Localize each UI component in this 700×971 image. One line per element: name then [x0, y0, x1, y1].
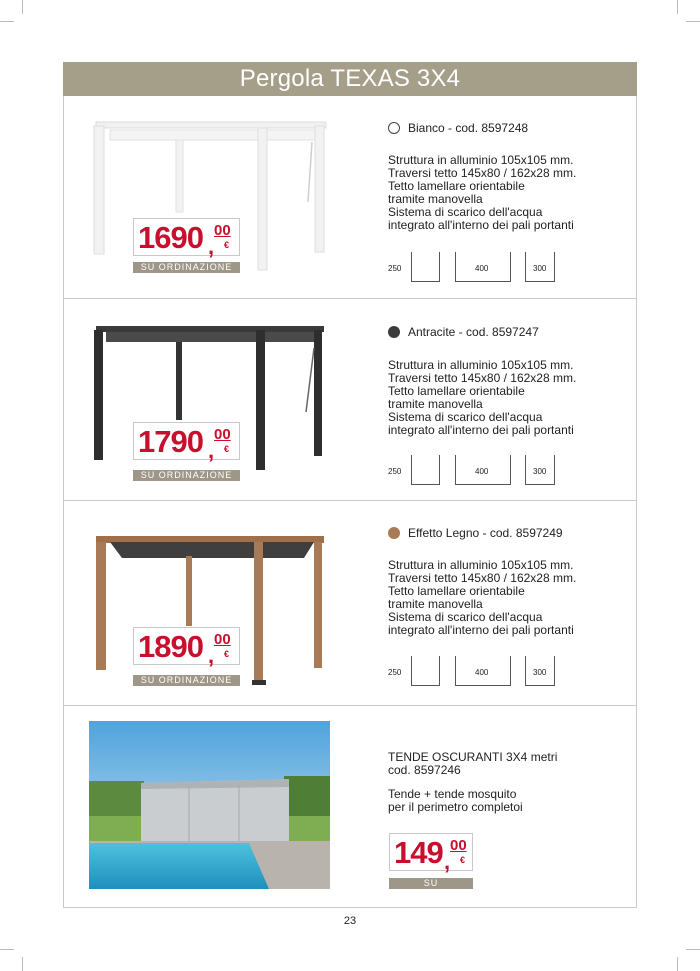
order-badge: SU ORDINAZIONE [389, 878, 473, 889]
product-description: Struttura in alluminio 105x105 mm. Traversi tetto 145x80 / 162x28 mm. Tetto lamellare orientabile tramite manovella Sistema di scarico dell'acqua integrato all'interno dei pali portanti [388, 153, 577, 232]
price-integer: 149 [394, 835, 443, 870]
price-tag [133, 627, 240, 668]
dimension-length: 400 [475, 467, 489, 476]
dimension-width: 300 [533, 668, 547, 677]
dimension-length: 400 [475, 264, 489, 273]
accessory-title: TENDE OSCURANTI 3X4 metri [388, 750, 558, 764]
price-decimals: 00 [214, 631, 231, 648]
price-comma: , [208, 643, 215, 668]
color-code-label: Antracite - cod. 8597247 [408, 325, 539, 339]
crop-mark [22, 957, 23, 971]
pool-pergola-photo [89, 721, 330, 889]
color-code-label: Effetto Legno - cod. 8597249 [408, 526, 563, 540]
section-divider [63, 705, 637, 706]
price-tag [133, 422, 240, 463]
accessory-description: Tende + tende mosquito per il perimetro completoi [388, 787, 523, 814]
product-description: Struttura in alluminio 105x105 mm. Traversi tetto 145x80 / 162x28 mm. Tetto lamellare orientabile tramite manovella Sistema di scarico dell'acqua integrato all'interno dei pali portanti [388, 358, 577, 437]
price-currency: € [224, 649, 230, 659]
price-decimals: 00 [214, 222, 231, 239]
price-integer: 1790 [138, 424, 203, 459]
page-header [63, 62, 637, 96]
price-decimals: 00 [450, 837, 467, 854]
dimension-height: 250 [388, 264, 402, 273]
crop-mark [0, 949, 14, 950]
price-currency: € [224, 240, 230, 250]
price-tag [389, 833, 473, 874]
dimension-width: 300 [533, 264, 547, 273]
page-title: Pergola TEXAS 3X4 [239, 65, 461, 92]
dimension-box [411, 252, 440, 282]
order-badge: SU ORDINAZIONE [133, 675, 240, 686]
price-currency: € [224, 444, 230, 454]
dimension-length: 400 [475, 668, 489, 677]
section-divider [63, 298, 637, 299]
product-description: Struttura in alluminio 105x105 mm. Traversi tetto 145x80 / 162x28 mm. Tetto lamellare orientabile tramite manovella Sistema di scarico dell'acqua integrato all'interno dei pali portanti [388, 558, 577, 637]
crop-mark [0, 21, 14, 22]
price-integer: 1890 [138, 629, 203, 664]
crop-mark [686, 949, 700, 950]
color-code-label: Bianco - cod. 8597248 [408, 121, 529, 135]
price-comma: , [208, 234, 215, 259]
color-swatch [388, 122, 400, 134]
section-divider [63, 500, 637, 501]
color-swatch [388, 527, 400, 539]
color-swatch [388, 326, 400, 338]
dimension-height: 250 [388, 668, 402, 677]
dimension-width: 300 [533, 467, 547, 476]
dimension-box [411, 656, 440, 686]
price-currency: € [460, 855, 466, 865]
dimension-box [411, 455, 440, 485]
order-badge: SU ORDINAZIONE [133, 470, 240, 481]
accessory-code: cod. 8597246 [388, 763, 461, 777]
crop-mark [677, 957, 678, 971]
crop-mark [686, 21, 700, 22]
price-integer: 1690 [138, 220, 203, 255]
order-badge: SU ORDINAZIONE [133, 262, 240, 273]
price-tag [133, 218, 240, 259]
dimension-height: 250 [388, 467, 402, 476]
crop-mark [677, 0, 678, 14]
page-number: 23 [343, 915, 357, 927]
price-comma: , [444, 849, 451, 874]
price-comma: , [208, 438, 215, 463]
price-decimals: 00 [214, 426, 231, 443]
crop-mark [22, 0, 23, 14]
